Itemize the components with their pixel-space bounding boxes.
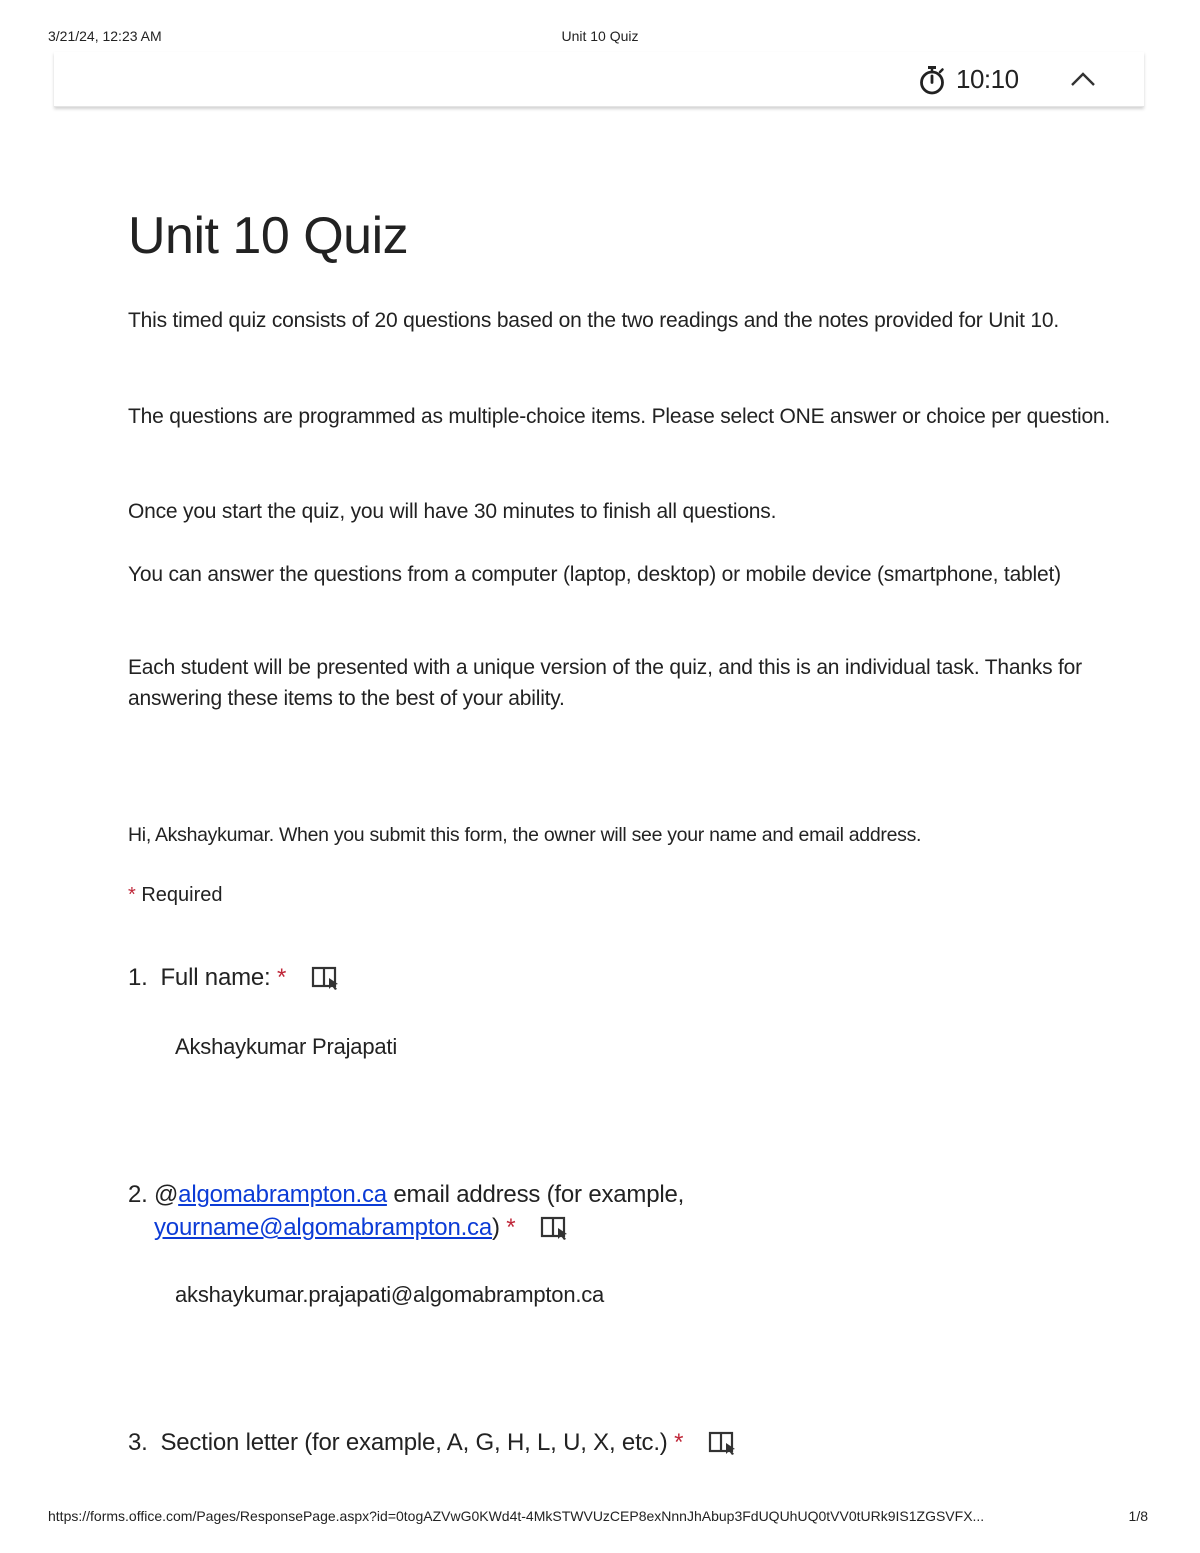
question-label: email address (for example, xyxy=(386,1181,685,1208)
required-label: Required xyxy=(141,884,223,906)
answer-email[interactable]: akshaykumar.prajapati@algomabrampton.ca xyxy=(175,1282,605,1307)
question-label: Full name: xyxy=(160,964,271,991)
required-marker: * xyxy=(506,1214,516,1241)
required-legend xyxy=(128,884,223,907)
required-marker: * xyxy=(674,1429,684,1456)
stopwatch-icon xyxy=(918,65,946,95)
question-number: 1. xyxy=(128,964,148,991)
example-email-link[interactable]: yourname@algomabrampton.ca xyxy=(154,1214,493,1241)
quiz-title: Unit 10 Quiz xyxy=(128,207,409,265)
question-number: 2. xyxy=(128,1181,148,1208)
quiz-description-1: This timed quiz consists of 20 questions based on the two readings and the notes provided for Unit 10. xyxy=(128,309,1059,332)
print-page-number: 1/8 xyxy=(1128,1508,1148,1524)
question-prefix: @ xyxy=(154,1181,179,1208)
chevron-up-icon xyxy=(1070,71,1096,87)
question-1 xyxy=(128,961,1118,994)
question-suffix: ) xyxy=(492,1214,500,1241)
timer-value: 10:10 xyxy=(956,64,1019,94)
print-page-title: Unit 10 Quiz xyxy=(561,28,639,44)
quiz-description-4: You can answer the questions from a computer (laptop, desktop) or mobile device (smartphone, tablet) xyxy=(128,563,1061,586)
domain-link[interactable]: algomabrampton.ca xyxy=(178,1181,387,1208)
question-2 xyxy=(128,1178,1118,1244)
immersive-reader-icon[interactable] xyxy=(311,965,341,991)
top-bar xyxy=(54,52,1144,107)
quiz-description-3: Once you start the quiz, you will have 30 minutes to finish all questions. xyxy=(128,500,777,523)
question-number: 3. xyxy=(128,1429,148,1456)
question-3 xyxy=(128,1426,1118,1459)
required-marker: * xyxy=(128,884,136,906)
required-marker: * xyxy=(276,964,287,991)
answer-full-name[interactable]: Akshaykumar Prajapati xyxy=(175,1034,398,1059)
immersive-reader-icon[interactable] xyxy=(708,1430,738,1456)
quiz-timer xyxy=(918,64,1019,95)
print-url: https://forms.office.com/Pages/ResponsePage.aspx?id=0togAZVwG0KWd4t-4MkSTWVUzCEP8exNnnJhAbup3FdUQUhUQ0tVV0tURk9IS1ZGSVFX... xyxy=(48,1508,985,1524)
immersive-reader-icon[interactable] xyxy=(540,1215,570,1241)
collapse-timer-button[interactable] xyxy=(1068,66,1098,92)
question-label: Section letter (for example, A, G, H, L, U, X, etc.) xyxy=(160,1429,668,1456)
quiz-description-2: The questions are programmed as multiple-choice items. Please select ONE answer or choice per question. xyxy=(128,405,1111,428)
print-date: 3/21/24, 12:23 AM xyxy=(48,28,162,44)
submission-notice: Hi, Akshaykumar. When you submit this form, the owner will see your name and email address. xyxy=(128,824,922,846)
quiz-description-5: Each student will be presented with a unique version of the quiz, and this is an individual task. Thanks for answering these items to the best of your ability. xyxy=(128,656,1082,710)
